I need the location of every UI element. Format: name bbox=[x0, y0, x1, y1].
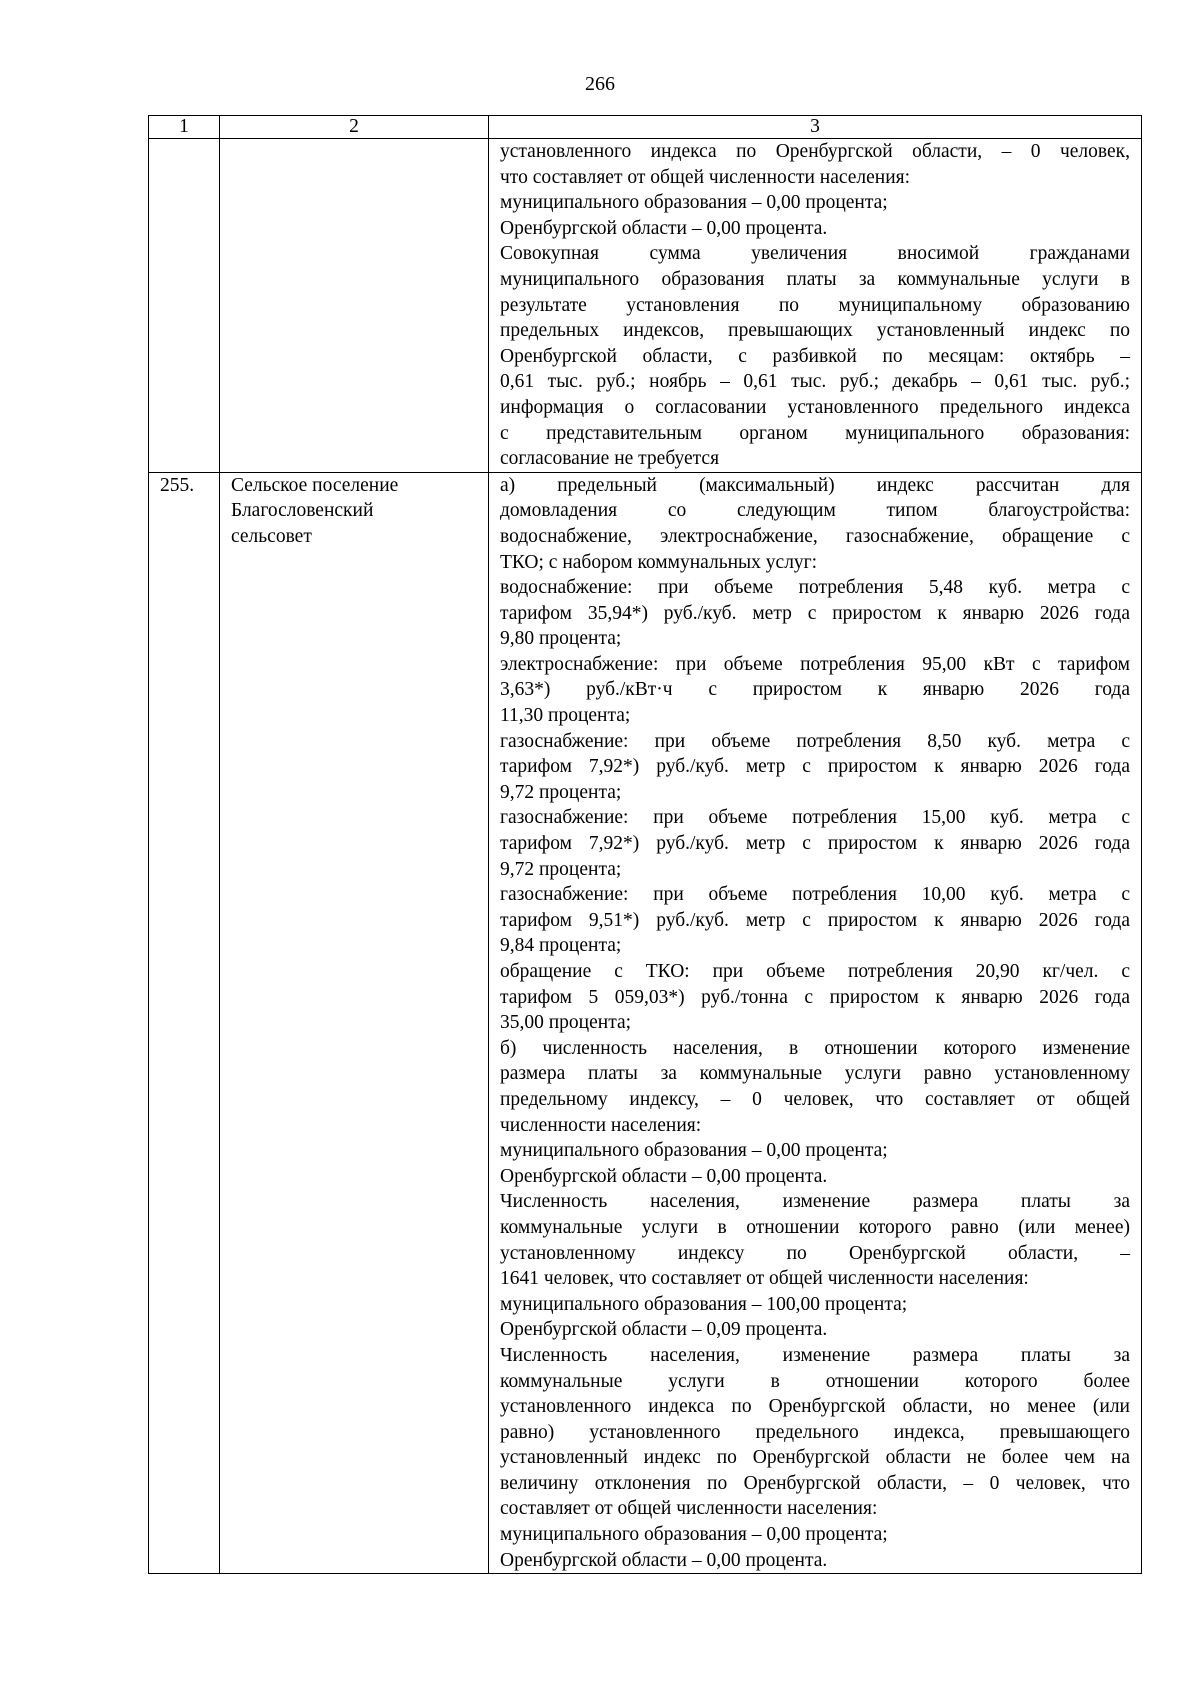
row-text-line: муниципального образования – 100,00 процента; bbox=[500, 1293, 908, 1315]
row-text-line: установленному индексу по Оренбургской области, – bbox=[500, 1242, 1130, 1264]
row-text-line: равно) установленного предельного индекса, превышающего bbox=[500, 1421, 1130, 1443]
row-text-line: б) численность населения, в отношении которого изменение bbox=[500, 1037, 1130, 1059]
row-text-line: составляет от общей численности населения: bbox=[500, 1498, 878, 1520]
row-text-line: муниципального образования – 0,00 процента; bbox=[500, 1524, 888, 1546]
continuation-text-line: муниципального образования – 0,00 процента; bbox=[500, 192, 888, 214]
row-text-line: 9,80 процента; bbox=[500, 628, 622, 650]
row-text-line: численности населения: bbox=[500, 1114, 702, 1136]
row-text-line: величину отклонения по Оренбургской области, – 0 человек, что bbox=[500, 1472, 1130, 1494]
row-text-line: Численность населения, изменение размера платы за bbox=[500, 1344, 1130, 1366]
settlement-name-line: Сельское поселение bbox=[231, 474, 399, 496]
row-text-line: водоснабжение, электроснабжение, газоснабжение, обращение с bbox=[500, 525, 1130, 547]
continuation-text-line: с представительным органом муниципального образования: bbox=[500, 422, 1130, 444]
row-text-line: водоснабжение: при объеме потребления 5,48 куб. метра с bbox=[500, 577, 1130, 599]
row-text-line: 9,72 процента; bbox=[500, 858, 622, 880]
row-text-line: предельному индексу, – 0 человек, что составляет от общей bbox=[500, 1088, 1130, 1110]
settlement-name-line: Благословенский bbox=[231, 500, 374, 522]
table-row-continuation bbox=[149, 139, 1142, 473]
continuation-text-line: 0,61 тыс. руб.; ноябрь – 0,61 тыс. руб.; декабрь – 0,61 тыс. руб.; bbox=[500, 371, 1130, 393]
row-text-line: обращение с ТКО: при объеме потребления 20,90 кг/чел. с bbox=[500, 961, 1130, 982]
row-text-line: газоснабжение: при объеме потребления 8,50 куб. метра с bbox=[500, 730, 1130, 752]
row-text-line: газоснабжение: при объеме потребления 10,00 куб. метра с bbox=[500, 884, 1130, 906]
row-text-line: тарифом 9,51*) руб./куб. метр с приростом к январю 2026 года bbox=[500, 909, 1130, 931]
row-text-line: муниципального образования – 0,00 процента; bbox=[500, 1140, 888, 1162]
row-text-line: 1641 человек, что составляет от общей численности населения: bbox=[500, 1268, 1029, 1290]
row-text-line: размера платы за коммунальные услуги равно установленному bbox=[500, 1063, 1130, 1085]
row-text-line: 35,00 процента; bbox=[500, 1012, 632, 1034]
continuation-text-line: Оренбургской области, с разбивкой по месяцам: октябрь – bbox=[500, 345, 1130, 367]
row-text-line: тарифом 5 059,03*) руб./тонна с приростом к январю 2026 года bbox=[500, 986, 1130, 1008]
column-header-2: 2 bbox=[220, 116, 489, 139]
column-header-3: 3 bbox=[489, 116, 1142, 139]
continuation-text-line: предельных индексов, превышающих установленный индекс по bbox=[500, 320, 1130, 342]
row-text-line: Оренбургской области – 0,00 процента. bbox=[500, 1165, 828, 1187]
continuation-text-line: установленного индекса по Оренбургской области, – 0 человек, bbox=[500, 141, 1130, 162]
row-text-line: газоснабжение: при объеме потребления 15,00 куб. метра с bbox=[500, 807, 1130, 829]
table-header-row bbox=[149, 116, 1142, 139]
row-text-line: тарифом 35,94*) руб./куб. метр с приростом к январю 2026 года bbox=[500, 602, 1130, 624]
row-text-line: установленный индекс по Оренбургской области не более чем на bbox=[500, 1447, 1130, 1469]
row-number-cell: 255. bbox=[149, 472, 220, 1574]
column-header-1: 1 bbox=[149, 116, 220, 139]
row-text-line: 9,72 процента; bbox=[500, 781, 622, 803]
row-text-line: Оренбургской области – 0,09 процента. bbox=[500, 1319, 828, 1341]
continuation-text-line: согласование не требуется bbox=[500, 448, 720, 470]
row-text-line: ТКО; с набором коммунальных услуг: bbox=[500, 551, 818, 573]
row-text-line: 11,30 процента; bbox=[500, 705, 631, 727]
row-text-cell bbox=[489, 472, 1142, 1574]
row-text-line: коммунальные услуги в отношении которого более bbox=[500, 1370, 1130, 1392]
document-table bbox=[148, 115, 1142, 1574]
continuation-text-line: результате установления по муниципальному образованию bbox=[500, 294, 1130, 316]
row-text-line: 9,84 процента; bbox=[500, 935, 622, 957]
continuation-name-cell bbox=[220, 139, 489, 473]
table-row-255 bbox=[149, 472, 1142, 1574]
row-text-line: а) предельный (максимальный) индекс рассчитан для bbox=[500, 474, 1130, 496]
row-text-line: 3,63*) руб./кВт·ч с приростом к январю 2026 года bbox=[500, 679, 1130, 701]
row-text-line: установленного индекса по Оренбургской области, но менее (или bbox=[500, 1396, 1130, 1418]
row-text-line: Численность населения, изменение размера платы за bbox=[500, 1191, 1130, 1213]
row-text-line: Оренбургской области – 0,00 процента. bbox=[500, 1549, 828, 1571]
settlement-name-line: сельсовет bbox=[231, 525, 312, 547]
row-text-line: электроснабжение: при объеме потребления 95,00 кВт с тарифом bbox=[500, 653, 1130, 675]
continuation-text-line: Оренбургской области – 0,00 процента. bbox=[500, 217, 828, 239]
row-text-line: коммунальные услуги в отношении которого равно (или менее) bbox=[500, 1216, 1130, 1238]
continuation-text-cell bbox=[489, 139, 1142, 473]
continuation-text-line: Совокупная сумма увеличения вносимой гражданами bbox=[500, 243, 1130, 265]
settlement-name-cell bbox=[220, 472, 489, 1574]
row-text-line: тарифом 7,92*) руб./куб. метр с приростом к январю 2026 года bbox=[500, 756, 1130, 778]
continuation-text-line: муниципального образования платы за коммунальные услуги в bbox=[500, 268, 1130, 290]
continuation-text-line: информация о согласовании установленного предельного индекса bbox=[500, 396, 1130, 418]
row-text-line: домовладения со следующим типом благоустройства: bbox=[500, 500, 1130, 522]
continuation-text-line: что составляет от общей численности населения: bbox=[500, 166, 911, 188]
row-text-line: тарифом 7,92*) руб./куб. метр с приростом к январю 2026 года bbox=[500, 833, 1130, 855]
continuation-number-cell bbox=[149, 139, 220, 473]
page-number: 266 bbox=[585, 73, 615, 95]
